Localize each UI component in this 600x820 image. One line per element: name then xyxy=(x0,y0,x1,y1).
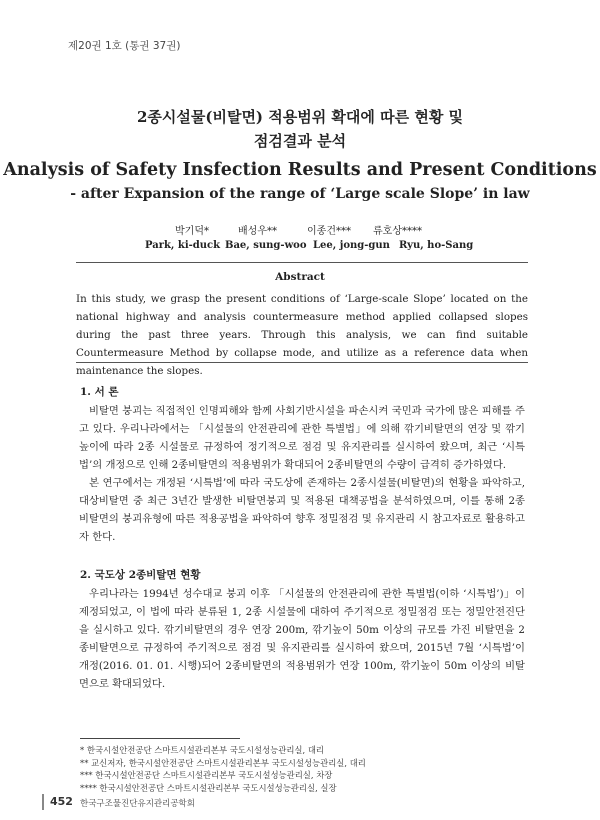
abstract-bottom-rule xyxy=(76,362,528,363)
footnote-2: ** 교신저자, 한국시설안전공단 스마트시설관리본부 국도시설성능관리실, 대리 xyxy=(80,757,366,768)
footnote-rule xyxy=(80,738,240,739)
journal-issue-header: 제20권 1호 (통권 37권) xyxy=(68,40,181,52)
author-en-3: Lee, jong-gun xyxy=(313,240,390,251)
footnote-1: * 한국시설안전공단 스마트시설관리본부 국도시설성능관리실, 대리 xyxy=(80,745,325,755)
title-korean-line2: 점검결과 분석 xyxy=(253,132,347,150)
title-korean-line1: 2종시설물(비탈면) 적용범위 확대에 따른 현황 및 xyxy=(136,108,464,126)
section-1-paragraph-2: 본 연구에서는 개정된 ‘시특법’에 따라 국도상에 존재하는 2종시설물(비탈면)의 현황을 파악하고, 대상비탈면 중 최근 3년간 발생한 비탈면붕괴 및 적용된 대책공법을 분석하였으며, 이를 통해 2종 비탈면의 붕괴유형에 따른 적용공법을 파악하여 향후 정밀점검 및 유지관리 시 참고자료로 활용하고자 한다. xyxy=(79,477,525,543)
section-1-body xyxy=(79,402,525,546)
footnote-3: *** 한국시설안전공단 스마트시설관리본부 국도시설성능관리실, 차장 xyxy=(80,770,333,780)
section-2-paragraph-1: 우리나라는 1994년 성수대교 붕괴 이후 「시설물의 안전관리에 관한 특별법(이하 ‘시특법’)」이 제정되었고, 이 법에 따라 분류된 1, 2종 시설물에 대하여 주기적으로 정밀점검 또는 정밀안전진단을 실시하고 있다. 깎기비탈면의 경우 연장 200m, 깎기높이 50m 이상의 규모를 가진 비탈면을 2종비탈면으로 규정하여 주기적으로 점검 및 유지관리를 실시하여 왔으며, 2015년 7월 ‘시특법’이 개정(2016. 01. 01. 시행)되어 2종비탈면의 적용범위가 연장 100m, 깎기높이 50m 이상의 비탈면으로 확대되었다. xyxy=(79,588,525,690)
author-en-1: Park, ki-duck xyxy=(145,240,221,251)
author-en-2: Bae, sung-woo xyxy=(225,240,307,251)
section-2-body xyxy=(79,585,525,693)
footnote-4: **** 한국시설안전공단 스마트시설관리본부 국도시설성능관리실, 실장 xyxy=(80,782,337,793)
author-en-4: Ryu, ho-Sang xyxy=(399,240,474,251)
abstract-top-rule xyxy=(76,262,528,263)
section-1-heading: 1. 서 론 xyxy=(80,386,119,398)
author-ko-2: 배성우** xyxy=(238,226,277,237)
author-ko-4: 류호상**** xyxy=(373,226,422,237)
journal-name: 한국구조물진단유지관리공학회 xyxy=(80,799,195,809)
section-2-heading: 2. 국도상 2종비탈면 현황 xyxy=(80,569,201,581)
title-english-line2: - after Expansion of the range of ‘Large scale Slope’ in law xyxy=(70,186,530,202)
author-ko-3: 이종건*** xyxy=(307,226,351,237)
author-ko-1: 박기덕* xyxy=(175,226,209,237)
page-number: 452 xyxy=(50,795,73,808)
footer-bar xyxy=(42,794,44,810)
footnotes xyxy=(80,744,366,794)
title-english-line1: Analysis of Safety Insfection Results and Present Conditions xyxy=(3,160,597,180)
abstract-body: In this study, we grasp the present conditions of ‘Large-scale Slope’ located on the national highway and analysis countermeasure method applied collapsed slopes during the past three years. Through this analysis, we can find suitable Countermeasure Method by collapse mode, and utilize as a reference data when maintenance the slopes. xyxy=(76,293,528,377)
abstract-title: Abstract xyxy=(275,271,325,283)
section-1-paragraph-1: 비탈면 붕괴는 직접적인 인명피해와 함께 사회기반시설을 파손시켜 국민과 국가에 많은 피해를 주고 있다. 우리나라에서는 「시설물의 안전관리에 관한 특별법」에 의해 깎기비탈면의 연장 및 깎기높이에 따라 2종 시설물로 규정하여 정기적으로 점검 및 유지관리를 실시하여 왔으며, 최근 ‘시특법’의 개정으로 인해 2종비탈면의 적용범위가 확대되어 2종비탈면의 수량이 급격히 증가하였다. xyxy=(79,405,525,471)
